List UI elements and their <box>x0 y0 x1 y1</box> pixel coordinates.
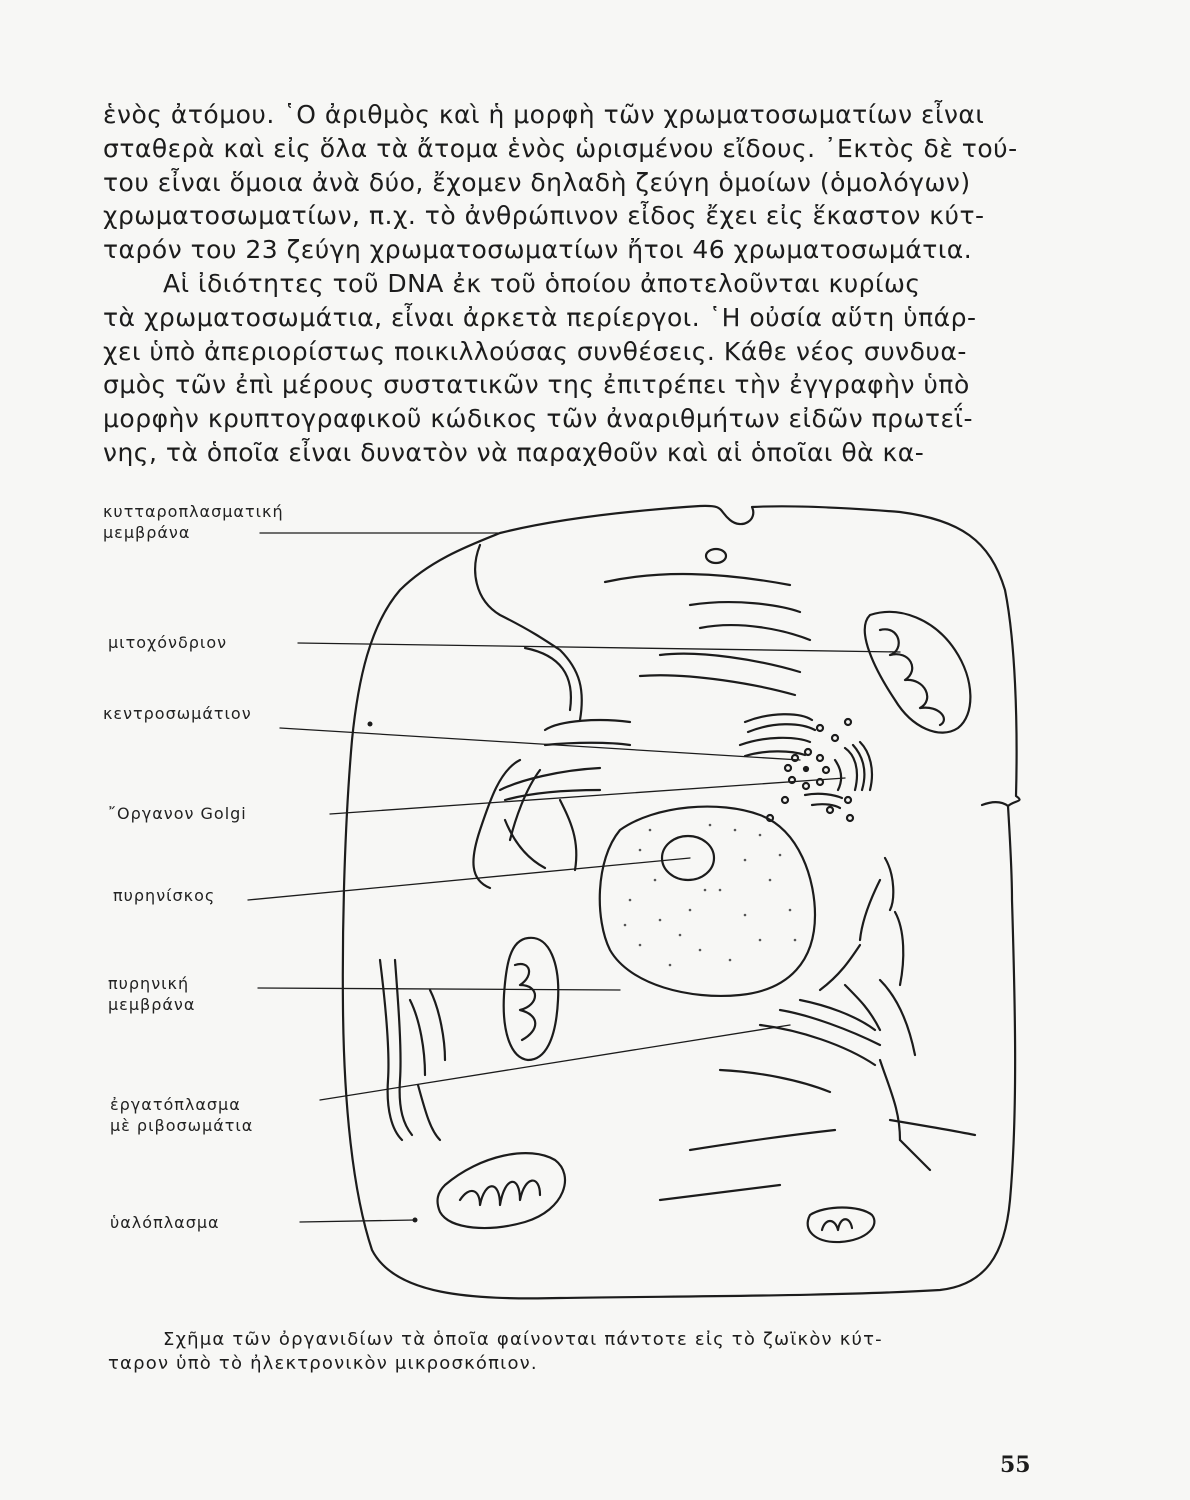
label-golgi <box>108 803 247 824</box>
label-line: ἐργατόπλασμα <box>110 1095 241 1114</box>
label-nucleolus <box>113 885 215 906</box>
text-line: χει ὑπὸ ἀπεριορίστως ποικιλλούσας συνθέσεις. Κάθε νέος συνδυα- <box>103 336 967 366</box>
label-line: κεντροσωμάτιον <box>103 704 252 723</box>
text-line: σμὸς τῶν ἐπὶ μέρους συστατικῶν της ἐπιτρέπει τὴν ἐγγραφὴν ὑπὸ <box>103 370 970 400</box>
text-line: Αἱ ἰδιότητες τοῦ DNA ἐκ τοῦ ὁποίου ἀποτελοῦνται κυρίως <box>163 268 921 298</box>
label-ergastoplasm <box>110 1094 253 1136</box>
text-line: σταθερὰ καὶ εἰς ὅλα τὰ ἄτομα ἑνὸς ὡρισμένου εἴδους. ᾽Εκτὸς δὲ τού- <box>103 133 1018 163</box>
figure-caption <box>108 1328 1028 1376</box>
cell-membrane-outline <box>343 506 1020 1298</box>
ergastoplasm-right <box>660 858 975 1200</box>
text-line: τὰ χρωματοσωμάτια, εἶναι ἀρκετὰ περίεργοι. ῾Η οὐσία αὕτη ὑπάρ- <box>103 302 977 332</box>
label-line: πυρηνική <box>108 974 190 993</box>
text-line: ἑνὸς ἀτόμου. ῾Ο ἀριθμὸς καὶ ἡ μορφὴ τῶν χρωματοσωματίων εἶναι <box>103 100 985 129</box>
mitochondrion-bottom <box>438 1153 565 1228</box>
label-hyaloplasm <box>110 1212 220 1233</box>
label-line: μεμβράνα <box>108 995 196 1014</box>
label-line: πυρηνίσκος <box>113 886 216 905</box>
nucleus <box>600 807 815 996</box>
text-line: χρωματοσωματίων, π.χ. τὸ ἀνθρώπινον εἶδος ἔχει εἰς ἕκαστον κύτ- <box>103 201 985 231</box>
label-line: ῎Οργανον Golgi <box>108 804 247 823</box>
label-line: ὑαλόπλασμα <box>110 1213 220 1232</box>
caption-line: ταρον ὑπὸ τὸ ἠλεκτρονικὸν μικροσκόπιον. <box>108 1353 538 1374</box>
label-line: μεμβράνα <box>103 523 191 542</box>
label-centrosome <box>103 703 252 724</box>
text-line: νης, τὰ ὁποῖα εἶναι δυνατὸν νὰ παραχθοῦν καὶ αἱ ὁποῖαι θὰ κα- <box>103 437 925 467</box>
label-cell-membrane <box>103 501 284 543</box>
text-line: του εἶναι ὅμοια ἀνὰ δύο, ἔχομεν δηλαδὴ ζεύγη ὁμοίων (ὁμολόγων) <box>103 167 971 197</box>
label-line: μὲ ριβοσωμάτια <box>110 1116 254 1135</box>
label-line: μιτοχόνδριον <box>108 633 228 652</box>
membrane-notch <box>982 802 1008 806</box>
caption-line: Σχῆμα τῶν ὀργανιδίων τὰ ὁποῖα φαίνονται πάντοτε εἰς τὸ ζωϊκὸν κύτ- <box>163 1329 883 1350</box>
text-line: μορφὴν κρυπτογραφικοῦ κώδικος τῶν ἀναριθμήτων εἰδῶν πρωτεΐ- <box>103 404 974 434</box>
mitochondrion-left <box>504 938 559 1060</box>
label-mitochondrion <box>108 632 227 653</box>
vesicle <box>706 549 726 563</box>
label-line: κυτταροπλασματική <box>103 502 284 521</box>
ergastoplasm-left <box>380 960 445 1140</box>
page-number: 55 <box>1000 1452 1031 1478</box>
label-nuclear-membrane <box>108 973 195 1015</box>
text-line: ταρόν του 23 ζεύγη χρωματοσωματίων ἤτοι 46 χρωματοσωμάτια. <box>103 235 973 265</box>
mitochondrion-top-right <box>865 612 971 733</box>
mitochondrion-small <box>808 1208 875 1243</box>
